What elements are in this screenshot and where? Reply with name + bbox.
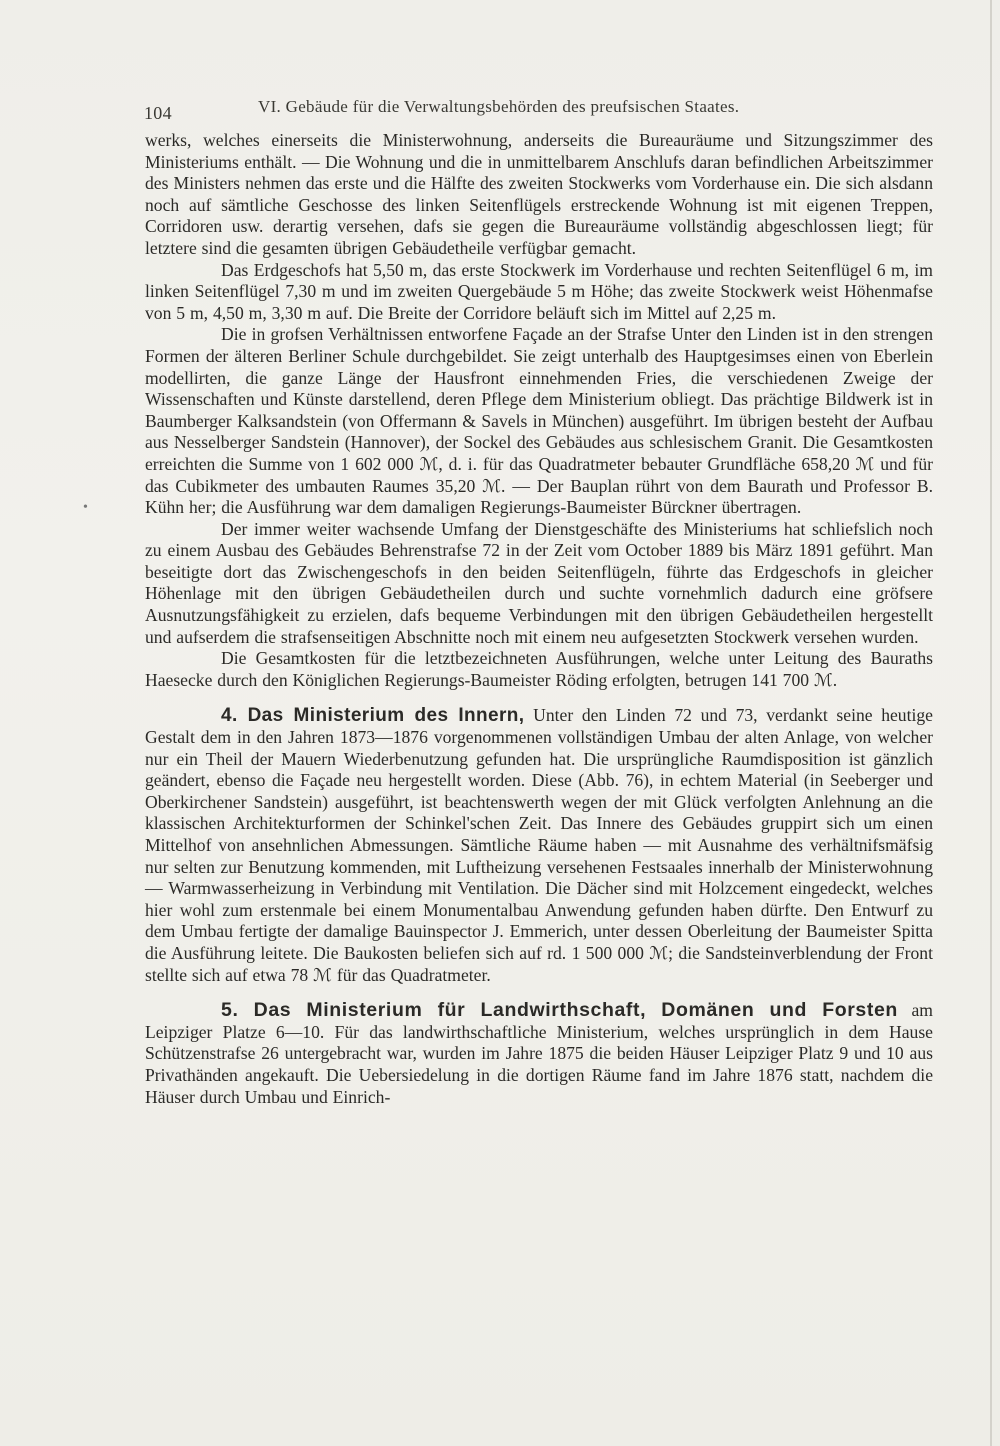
paragraph-facade: Die in grofsen Verhältnissen entworfene Façade an der Strafse Unter den Linden ist in den strengen Formen der älteren Berliner Schule durchgebildet. Sie zeigt unterhalb des Hauptgesimses einen von Eberlein modellirten, die ganze Länge der Hausfront einnehmenden Fries, die verschiedenen Zweige der Wissenschaften und Künste darstellend, deren Pflege dem Ministerium obliegt. Das prächtige Bildwerk ist in Baumberger Kalksandstein (von Offermann & Savels in München) ausgeführt. Im übrigen besteht der Aufbau aus Nesselberger Sandstein (Hannover), der Sockel des Gebäudes aus schlesischem Granit. Die Gesamtkosten erreichten die Summe von 1 602 000 ℳ, d. i. für das Quadratmeter bebauter Grundfläche 658,20 ℳ und für das Cubikmeter des umbauten Raumes 35,20 ℳ. — Der Bauplan rührt von dem Baurath und Professor B. Kühn her; die Ausführung war dem damaligen Regierungs-Baumeister Bürckner übertragen.	[145, 324, 933, 518]
page-edge	[990, 0, 992, 1446]
page-number: 104	[144, 103, 172, 123]
section-5-text: am Leipziger Platze 6—10. Für das landwirthschaftliche Ministerium, welches ursprünglich in dem Hause Schützenstrafse 26 untergebracht war, wurden im Jahre 1875 die beiden Häuser Leipziger Platz 9 und 10 aus Privathänden angekauft. Die Uebersiedelung in die dortigen Räume fand im Jahre 1876 statt, nachdem die Häuser durch Umbau und Einrich-	[145, 1000, 933, 1107]
paragraph-costs: Die Gesamtkosten für die letztbezeichneten Ausführungen, welche unter Leitung des Bauraths Haesecke durch den Königlichen Regierungs-Baumeister Röding erfolgten, betrugen 141 700 ℳ.	[145, 648, 933, 690]
section-4-heading: 4. Das Ministerium des Innern,	[221, 705, 525, 727]
margin-mark: •	[83, 500, 88, 515]
section-5	[145, 1000, 933, 1108]
paragraph-extension: Der immer weiter wachsende Umfang der Dienstgeschäfte des Ministeriums hat schliefslich noch zu einem Ausbau des Gebäudes Behrenstrafse 72 in der Zeit vom October 1889 bis März 1891 geführt. Man beseitigte dort das Zwischengeschofs in den beiden Seitenflügeln, führte das Erdgeschofs in gleicher Höhenlage mit den übrigen Gebäudetheilen durch und suchte vornehmlich dadurch eine gröfsere Ausnutzungsfähigkeit zu erzielen, dafs bequeme Verbindungen mit den übrigen Gebäudetheilen hergestellt und aufserdem die strafsenseitigen Abschnitte noch mit einem neu aufgesetzten Stockwerk versehen wurden.	[145, 518, 933, 647]
running-title: VI. Gebäude für die Verwaltungsbehörden des preufsischen Staates.	[258, 97, 740, 116]
paragraph-heights: Das Erdgeschofs hat 5,50 m, das erste Stockwerk im Vorderhause und rechten Seitenflügel 6 m, im linken Seitenflügel 7,30 m und im zweiten Quergebäude 5 m Höhe; das zweite Stockwerk weist Höhenmafse von 5 m, 4,50 m, 3,30 m auf. Die Breite der Corridore beläuft sich im Mittel auf 2,25 m.	[145, 259, 933, 323]
section-4-text: Unter den Linden 72 und 73, verdankt seine heutige Gestalt dem in den Jahren 1873—1876 vorgenommenen vollständigen Umbau der alten Anlage, von welcher nur ein Theil der Mauern Wiederbenutzung gefunden hat. Die ursprüngliche Raumdisposition ist gänzlich geändert, ebenso die Façade neu hergestellt worden. Diese (Abb. 76), in echtem Material (in Seeberger und Oberkirchener Sandstein) ausgeführt, ist beachtenswerth wegen der mit Glück verfolgten Anlehnung an die klassischen Architekturformen der Schinkel'schen Zeit. Das Innere des Gebäudes gruppirt sich um einen Mittelhof von ansehnlichen Abmessungen. Sämtliche Räume haben — mit Ausnahme des verhältnifsmäfsig nur selten zur Benutzung kommenden, mit Luftheizung versehenen Festsaales innerhalb der Ministerwohnung — Warmwasserheizung in Verbindung mit Ventilation. Die Dächer sind mit Holzcement eingedeckt, welches hier wohl zum erstenmale bei einem Monumentalbau Anwendung gefunden haben dürfte. Den Entwurf zu dem Umbau fertigte der damalige Bauinspector J. Emmerich, unter dessen Oberleitung der Baumeister Spitta die Ausführung leitete. Die Baukosten beliefen sich auf rd. 1 500 000 ℳ; die Sandsteinverblendung der Front stellte sich auf etwa 78 ℳ für das Quadratmeter.	[145, 705, 933, 985]
section-4	[145, 705, 933, 986]
page-header	[144, 97, 940, 121]
section-5-heading: 5. Das Ministerium für Landwirthschaft, Domänen und Forsten	[221, 999, 898, 1022]
body-text	[145, 130, 933, 1108]
paragraph-continuation: werks, welches einerseits die Ministerwohnung, anderseits die Bureauräume und Sitzungszimmer des Ministeriums enthält. — Die Wohnung und die in unmittelbarem Anschlufs daran befindlichen Arbeitszimmer des Ministers nehmen das erste und die Hälfte des zweiten Stockwerks vom Vorderhause ein. Die sich alsdann noch auf sämtliche Geschosse des linken Seitenflügels erstreckende Wohnung ist mit eigenen Treppen, Corridoren usw. derartig versehen, dafs sie gegen die Bureauräume vollständig abgeschlossen liegt; für letztere sind die gesamten übrigen Gebäudetheile verfügbar gemacht.	[145, 130, 933, 258]
